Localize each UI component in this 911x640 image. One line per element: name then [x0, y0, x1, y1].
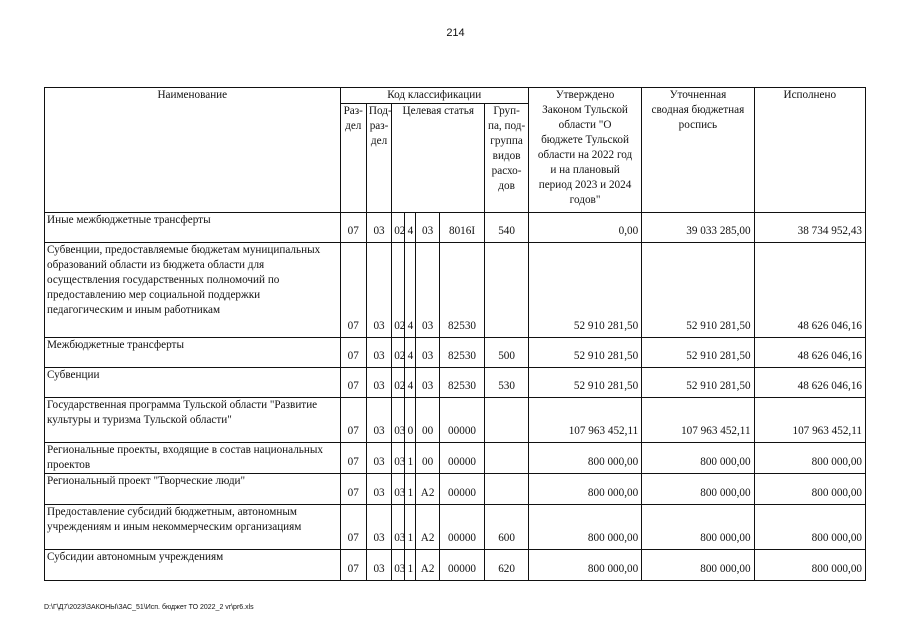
row-approved: 800 000,00	[528, 505, 641, 550]
row-expense-group: 530	[485, 368, 529, 398]
row-refined: 39 033 285,00	[642, 213, 754, 243]
row-name: Иные межбюджетные трансферты	[45, 213, 341, 243]
row-razdel: 07	[340, 443, 366, 474]
table-row	[45, 474, 866, 505]
row-name: Субвенции, предоставляемые бюджетам муниципальных образований области из бюджета области для осуществления государственных полномочий по предоставлению мер социальной поддержки педагогическим и иным работникам	[45, 243, 341, 338]
row-refined: 800 000,00	[642, 443, 754, 474]
row-podrazdel: 03	[366, 550, 391, 581]
row-target-subprogram: 03	[416, 213, 439, 243]
row-executed: 800 000,00	[754, 505, 865, 550]
row-executed: 107 963 452,11	[754, 398, 865, 443]
row-executed: 48 626 046,16	[754, 338, 865, 368]
row-target-direction: 00000	[439, 474, 485, 505]
row-refined: 800 000,00	[642, 550, 754, 581]
row-razdel: 07	[340, 474, 366, 505]
row-target-subprogram: 03	[416, 368, 439, 398]
row-podrazdel: 03	[366, 474, 391, 505]
row-target-direction: 00000	[439, 505, 485, 550]
row-executed: 48 626 046,16	[754, 368, 865, 398]
row-executed: 48 626 046,16	[754, 243, 865, 338]
row-target-program: 03	[392, 443, 405, 474]
row-approved: 800 000,00	[528, 443, 641, 474]
row-target-program: 03	[392, 550, 405, 581]
row-target-type: 4	[405, 243, 416, 338]
row-approved: 107 963 452,11	[528, 398, 641, 443]
row-refined: 52 910 281,50	[642, 243, 754, 338]
row-target-program: 03	[392, 474, 405, 505]
row-name: Региональные проекты, входящие в состав национальных проектов	[45, 443, 341, 474]
footer-file-path: D:\Г\Д7\2023\ЗАКОНЫ\ЗАС_51\Исп. бюджет ТО 2022_2 vr\pr6.xls	[44, 604, 254, 611]
row-name: Межбюджетные трансферты	[45, 338, 341, 368]
row-approved: 52 910 281,50	[528, 338, 641, 368]
row-target-program: 02	[392, 338, 405, 368]
row-name: Государственная программа Тульской области "Развитие культуры и туризма Тульской области"	[45, 398, 341, 443]
row-target-type: 1	[405, 474, 416, 505]
row-approved: 52 910 281,50	[528, 243, 641, 338]
row-executed: 800 000,00	[754, 474, 865, 505]
row-target-direction: 82530	[439, 338, 485, 368]
header-approved: Утверждено Законом Тульской области "О бюджете Тульской области на 2022 год и на плановый период 2023 и 2024 годов"	[528, 88, 641, 213]
row-expense-group: 540	[485, 213, 529, 243]
table-row	[45, 243, 866, 338]
row-podrazdel: 03	[366, 243, 391, 338]
row-razdel: 07	[340, 243, 366, 338]
row-target-type: 4	[405, 213, 416, 243]
table-body	[45, 213, 866, 581]
row-name: Региональный проект "Творческие люди"	[45, 474, 341, 505]
row-podrazdel: 03	[366, 338, 391, 368]
header-target: Целевая статья	[392, 104, 485, 213]
row-razdel: 07	[340, 505, 366, 550]
row-target-type: 1	[405, 443, 416, 474]
table-row	[45, 398, 866, 443]
row-approved: 800 000,00	[528, 474, 641, 505]
header-name: Наименование	[45, 88, 341, 213]
header-razdel: Раз- дел	[340, 104, 366, 213]
row-target-program: 03	[392, 398, 405, 443]
row-approved: 52 910 281,50	[528, 368, 641, 398]
row-refined: 107 963 452,11	[642, 398, 754, 443]
row-podrazdel: 03	[366, 213, 391, 243]
row-razdel: 07	[340, 368, 366, 398]
row-razdel: 07	[340, 213, 366, 243]
row-expense-group	[485, 443, 529, 474]
table-row	[45, 368, 866, 398]
row-target-type: 0	[405, 398, 416, 443]
row-expense-group: 500	[485, 338, 529, 368]
row-expense-group: 600	[485, 505, 529, 550]
row-approved: 800 000,00	[528, 550, 641, 581]
row-executed: 800 000,00	[754, 550, 865, 581]
row-expense-group	[485, 398, 529, 443]
row-expense-group	[485, 243, 529, 338]
header-refined: Уточненная сводная бюджетная роспись	[642, 88, 754, 213]
row-target-direction: 00000	[439, 443, 485, 474]
row-refined: 800 000,00	[642, 474, 754, 505]
row-name: Субсидии автономным учреждениям	[45, 550, 341, 581]
row-name: Субвенции	[45, 368, 341, 398]
row-podrazdel: 03	[366, 443, 391, 474]
table-row	[45, 213, 866, 243]
row-target-type: 1	[405, 505, 416, 550]
row-razdel: 07	[340, 550, 366, 581]
header-code-group: Код классификации	[340, 88, 528, 104]
budget-table	[44, 87, 866, 581]
row-target-direction: 00000	[439, 398, 485, 443]
header-executed: Исполнено	[754, 88, 865, 213]
table-row	[45, 505, 866, 550]
row-target-direction: 82530	[439, 368, 485, 398]
row-target-subprogram: A2	[416, 505, 439, 550]
row-expense-group	[485, 474, 529, 505]
row-target-program: 02	[392, 213, 405, 243]
page-number: 214	[446, 27, 465, 39]
row-target-subprogram: 00	[416, 398, 439, 443]
row-refined: 800 000,00	[642, 505, 754, 550]
row-target-program: 03	[392, 505, 405, 550]
row-target-direction: 82530	[439, 243, 485, 338]
row-target-subprogram: 00	[416, 443, 439, 474]
header-podrazdel: Под- раз- дел	[366, 104, 391, 213]
row-podrazdel: 03	[366, 505, 391, 550]
row-target-subprogram: A2	[416, 550, 439, 581]
table-row	[45, 338, 866, 368]
row-target-direction: 00000	[439, 550, 485, 581]
table-row	[45, 550, 866, 581]
row-target-subprogram: 03	[416, 338, 439, 368]
row-target-type: 4	[405, 368, 416, 398]
row-target-type: 4	[405, 338, 416, 368]
row-target-subprogram: A2	[416, 474, 439, 505]
row-name: Предоставление субсидий бюджетным, автономным учреждениям и иным некоммерческим организациям	[45, 505, 341, 550]
row-razdel: 07	[340, 398, 366, 443]
row-razdel: 07	[340, 338, 366, 368]
table-row	[45, 443, 866, 474]
header-group: Груп- па, под- группа видов расхо- дов	[485, 104, 529, 213]
row-approved: 0,00	[528, 213, 641, 243]
row-expense-group: 620	[485, 550, 529, 581]
row-target-type: 1	[405, 550, 416, 581]
row-podrazdel: 03	[366, 368, 391, 398]
row-executed: 800 000,00	[754, 443, 865, 474]
row-refined: 52 910 281,50	[642, 338, 754, 368]
row-podrazdel: 03	[366, 398, 391, 443]
row-executed: 38 734 952,43	[754, 213, 865, 243]
row-target-subprogram: 03	[416, 243, 439, 338]
row-target-program: 02	[392, 243, 405, 338]
row-target-direction: 8016I	[439, 213, 485, 243]
row-target-program: 02	[392, 368, 405, 398]
row-refined: 52 910 281,50	[642, 368, 754, 398]
